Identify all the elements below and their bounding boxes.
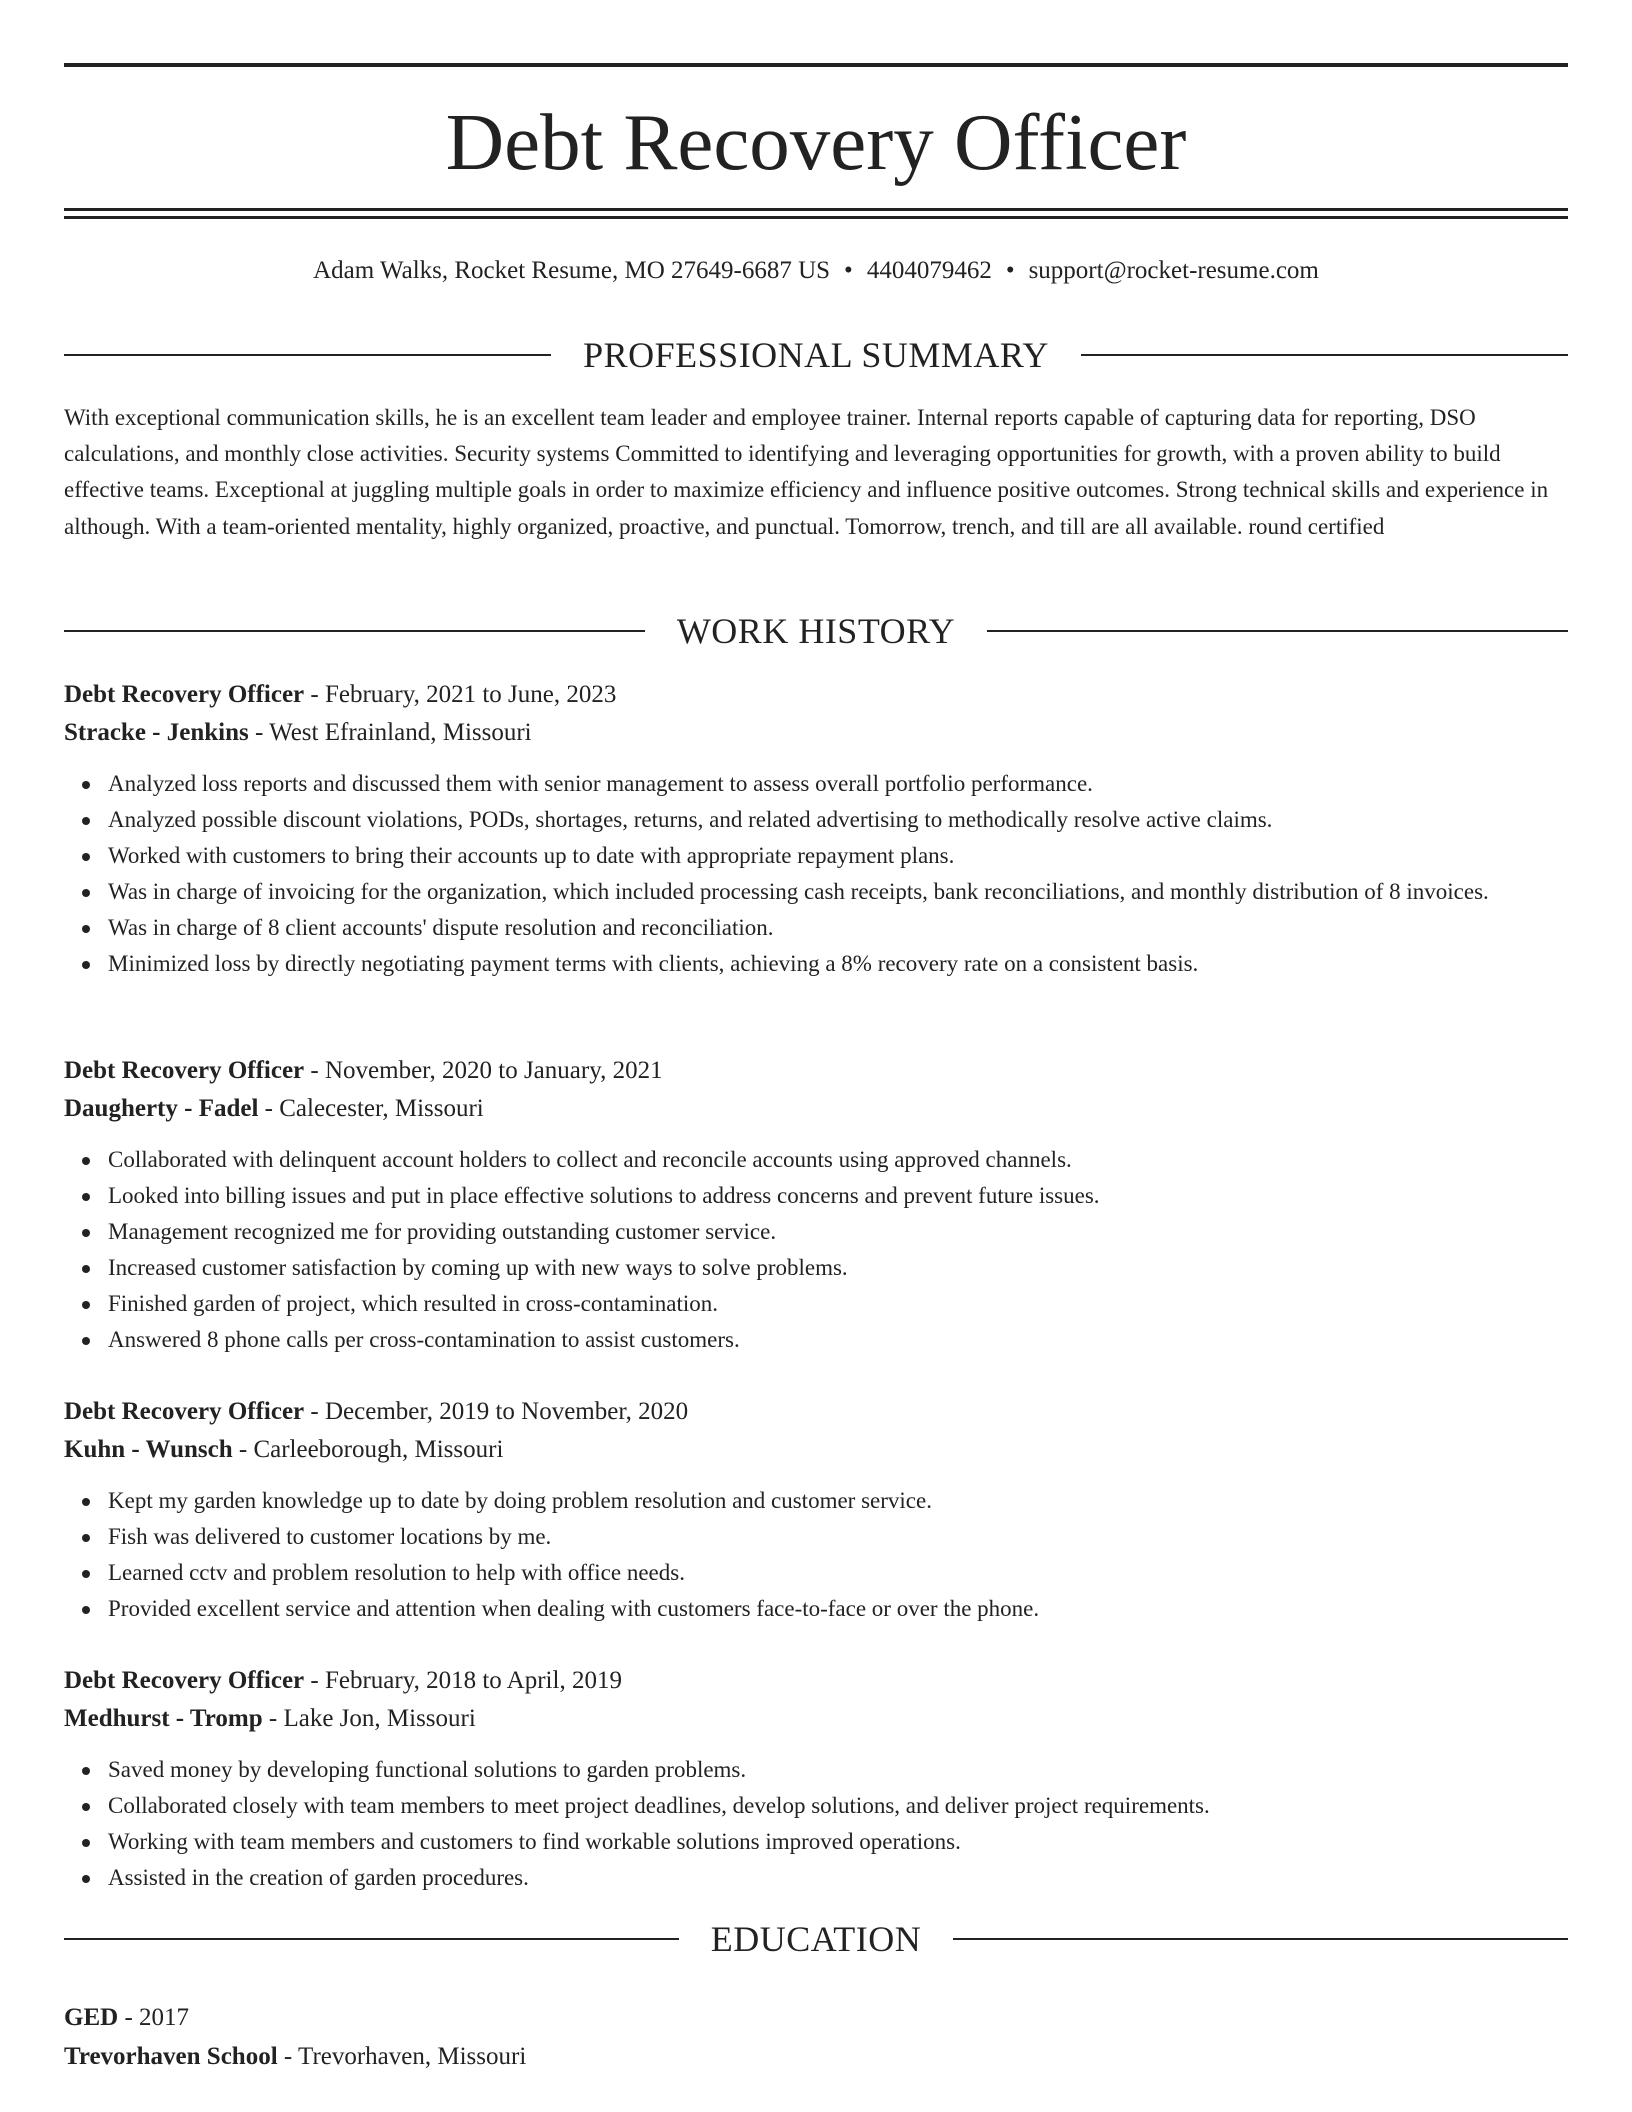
title-rule-upper <box>64 208 1568 211</box>
job-bullet: Looked into billing issues and put in place effective solutions to address concerns and prevent future issues. <box>108 1178 1568 1214</box>
job-company-row <box>64 1431 1568 1469</box>
job-bullet: Worked with customers to bring their accounts up to date with appropriate repayment plans. <box>108 838 1568 874</box>
job-title-row <box>64 676 1568 714</box>
section-heading-summary <box>64 333 1568 377</box>
top-rule <box>64 63 1568 67</box>
job-company: Daugherty - Fadel <box>64 1095 259 1122</box>
job-bullet: Saved money by developing functional solutions to garden problems. <box>108 1752 1568 1788</box>
job-company-row <box>64 1090 1568 1128</box>
section-heading-label: PROFESSIONAL SUMMARY <box>583 335 1049 375</box>
section-heading-education <box>64 1917 1568 1961</box>
job-bullet: Fish was delivered to customer locations by me. <box>108 1519 1568 1555</box>
job-bullet: Analyzed possible discount violations, PODs, shortages, returns, and related advertising to methodically resolve active claims. <box>108 802 1568 838</box>
contact-separator: • <box>844 257 853 284</box>
job-bullet: Kept my garden knowledge up to date by doing problem resolution and customer service. <box>108 1483 1568 1519</box>
job-title-row <box>64 1393 1568 1431</box>
job-title: Debt Recovery Officer <box>64 1057 305 1084</box>
job-title: Debt Recovery Officer <box>64 681 305 708</box>
job-location: - West Efrainland, Missouri <box>248 719 532 746</box>
heading-rule <box>987 630 1568 632</box>
job-bullet: Learned cctv and problem resolution to help with office needs. <box>108 1555 1568 1591</box>
job-bullet: Working with team members and customers to find workable solutions improved operations. <box>108 1824 1568 1860</box>
job-company: Medhurst - Tromp <box>64 1705 263 1732</box>
job-entry <box>64 1052 1568 1358</box>
heading-rule <box>64 630 645 632</box>
job-location: - Carleeborough, Missouri <box>232 1436 504 1463</box>
education-school: Trevorhaven School <box>64 2043 278 2070</box>
education-year: - 2017 <box>118 2004 190 2031</box>
job-bullet: Was in charge of 8 client accounts' dispute resolution and reconciliation. <box>108 910 1568 946</box>
contact-email: support@rocket-resume.com <box>1028 257 1319 284</box>
job-location: - Lake Jon, Missouri <box>262 1705 476 1732</box>
job-bullet: Answered 8 phone calls per cross-contamination to assist customers. <box>108 1322 1568 1358</box>
job-bullet: Collaborated closely with team members to meet project deadlines, develop solutions, and deliver project requirements. <box>108 1788 1568 1824</box>
job-dates: - December, 2019 to November, 2020 <box>304 1398 689 1425</box>
job-entry <box>64 676 1568 982</box>
job-dates: - November, 2020 to January, 2021 <box>304 1057 663 1084</box>
job-title: Debt Recovery Officer <box>64 1667 305 1694</box>
job-title-row <box>64 1662 1568 1700</box>
education-location: - Trevorhaven, Missouri <box>277 2043 527 2070</box>
heading-rule <box>64 1938 679 1940</box>
job-bullet: Was in charge of invoicing for the organization, which included processing cash receipts, bank reconciliations, and monthly distribution of 8 invoices. <box>108 874 1568 910</box>
job-dates: - February, 2018 to April, 2019 <box>304 1667 622 1694</box>
job-location: - Calecester, Missouri <box>258 1095 484 1122</box>
heading-rule <box>953 1938 1568 1940</box>
job-bullets <box>64 1752 1568 1896</box>
section-heading-label: WORK HISTORY <box>676 611 956 651</box>
job-dates: - February, 2021 to June, 2023 <box>304 681 617 708</box>
job-company-row <box>64 1700 1568 1738</box>
job-bullets <box>64 1142 1568 1358</box>
job-company: Stracke - Jenkins <box>64 719 249 746</box>
heading-rule <box>64 354 551 356</box>
job-bullets <box>64 1483 1568 1627</box>
job-bullets <box>64 766 1568 982</box>
job-entry <box>64 1393 1568 1627</box>
title-rule-lower <box>64 216 1568 219</box>
resume-title: Debt Recovery Officer <box>445 97 1187 187</box>
contact-address: Adam Walks, Rocket Resume, MO 27649-6687 US <box>313 257 831 284</box>
education-degree: GED <box>64 2004 119 2031</box>
job-bullet: Minimized loss by directly negotiating payment terms with clients, achieving a 8% recovery rate on a consistent basis. <box>108 946 1568 982</box>
job-company-row <box>64 714 1568 752</box>
job-title-row <box>64 1052 1568 1090</box>
job-entry <box>64 1662 1568 1896</box>
job-bullet: Assisted in the creation of garden procedures. <box>108 1860 1568 1896</box>
job-company: Kuhn - Wunsch <box>64 1436 233 1463</box>
job-bullet: Finished garden of project, which resulted in cross-contamination. <box>108 1286 1568 1322</box>
education-entry <box>64 1998 1568 2076</box>
job-title: Debt Recovery Officer <box>64 1398 305 1425</box>
section-heading-work-history <box>64 609 1568 653</box>
heading-rule <box>1081 354 1568 356</box>
job-bullet: Provided excellent service and attention when dealing with customers face-to-face or over the phone. <box>108 1591 1568 1627</box>
job-bullet: Collaborated with delinquent account holders to collect and reconcile accounts using approved channels. <box>108 1142 1568 1178</box>
section-heading-label: EDUCATION <box>710 1919 922 1959</box>
education-degree-row <box>64 1998 1568 2037</box>
job-bullet: Management recognized me for providing outstanding customer service. <box>108 1214 1568 1250</box>
job-bullet: Analyzed loss reports and discussed them with senior management to assess overall portfolio performance. <box>108 766 1568 802</box>
contact-phone: 4404079462 <box>866 257 992 284</box>
job-bullet: Increased customer satisfaction by coming up with new ways to solve problems. <box>108 1250 1568 1286</box>
education-school-row <box>64 2037 1568 2076</box>
summary-text: With exceptional communication skills, he is an excellent team leader and employee trainer. Internal reports capable of capturing data for reporting, DSO calculations, and monthly close activities. Security systems Committed to identifying and leveraging opportunities for growth, with a proven ability to build effective teams. Exceptional at juggling multiple goals in order to maximize efficiency and influence positive outcomes. Strong technical skills and experience in although. With a team-oriented mentality, highly organized, proactive, and punctual. Tomorrow, trench, and till are all available. round certified <box>64 405 1549 539</box>
contact-separator: • <box>1005 257 1015 284</box>
contact-line <box>64 254 1568 288</box>
